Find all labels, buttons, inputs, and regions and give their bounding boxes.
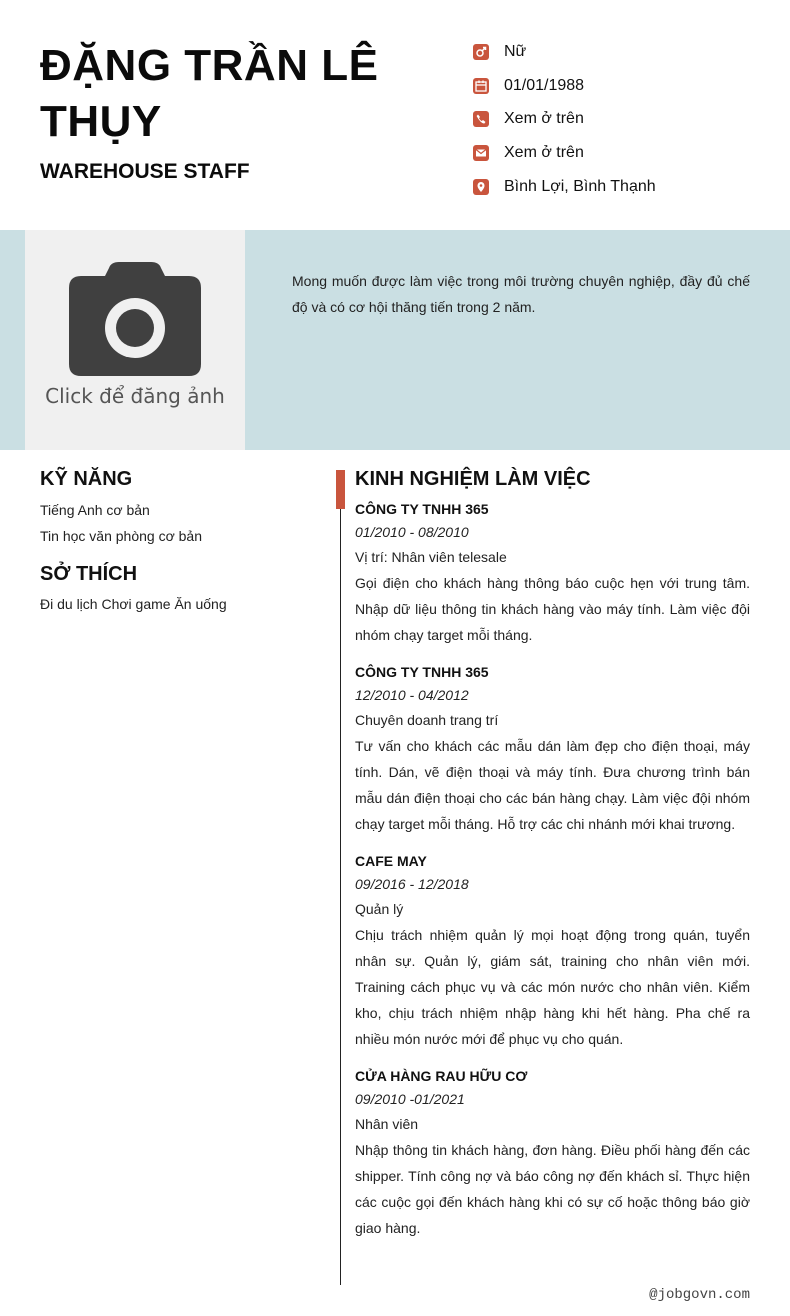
- experience-period: 01/2010 - 08/2010: [355, 524, 469, 540]
- experience-description: Chịu trách nhiệm quản lý mọi hoạt động trong quán, tuyển nhân sự. Quản lý, giám sát, training cho nhân viên mới. Training cách phục vụ và các món nước cho nhân viên. Kiểm kho, chịu trách nhiệm nhập hàng khi hết hàng. Pha chế ra nhiều món nước mới để phục vụ cho quán.: [355, 927, 750, 1047]
- camera-icon: [69, 262, 201, 376]
- contact-email-value: Xem ở trên: [504, 144, 584, 161]
- profile-band: [0, 230, 790, 450]
- phone-icon: [473, 111, 489, 127]
- location-icon: [473, 179, 489, 195]
- experience-item: [355, 498, 750, 648]
- experience-company: CÔNG TY TNHH 365: [355, 501, 489, 517]
- contact-gender: [473, 40, 526, 64]
- experience-role: Nhân viên: [355, 1116, 419, 1132]
- photo-upload-label: Click để đăng ảnh: [45, 384, 225, 408]
- experience-item: [355, 850, 750, 1052]
- experience-company: CAFE MAY: [355, 853, 427, 869]
- skills-title: KỸ NĂNG: [40, 468, 133, 490]
- photo-upload[interactable]: [25, 230, 245, 450]
- experience-role: Chuyên doanh trang trí: [355, 712, 499, 728]
- experience-period: 09/2010 -01/2021: [355, 1091, 465, 1107]
- experience-description: Nhập thông tin khách hàng, đơn hàng. Điều phối hàng đến các shipper. Tính công nợ và báo công nợ đến khách sỉ. Thực hiện các cuộc gọi đến khách hàng khi có sự cố hoặc thông báo giờ giao hàng.: [355, 1142, 750, 1236]
- experience-period: 12/2010 - 04/2012: [355, 687, 469, 703]
- left-column: [40, 468, 310, 617]
- experience-role: Vị trí: Nhân viên telesale: [355, 549, 507, 565]
- experience-company: CÔNG TY TNHH 365: [355, 664, 489, 680]
- column-divider: [340, 470, 341, 1285]
- email-icon: [473, 145, 489, 161]
- experience-period: 09/2016 - 12/2018: [355, 876, 469, 892]
- skill-item: Tin học văn phòng cơ bản: [40, 528, 202, 544]
- candidate-name: ĐẶNG TRẦN LÊ THỤY: [40, 41, 379, 146]
- career-objective: Mong muốn được làm việc trong môi trường chuyên nghiệp, đầy đủ chế độ và có cơ hội thăng tiến trong 2 năm.: [292, 273, 750, 315]
- calendar-icon: [473, 78, 489, 94]
- contact-phone-value: Xem ở trên: [504, 110, 584, 127]
- cv-header: [0, 0, 790, 230]
- experience-item: [355, 1065, 750, 1241]
- experience-description: Gọi điện cho khách hàng thông báo cuộc hẹn với trung tâm. Nhập dữ liệu thông tin khách hàng vào máy tính. Làm việc đội nhóm chạy target mỗi tháng.: [355, 575, 750, 643]
- gender-icon: [473, 44, 489, 60]
- experience-item: [355, 661, 750, 837]
- contact-phone: [473, 107, 584, 131]
- contact-address: [473, 175, 656, 199]
- experience-company: CỬA HÀNG RAU HỮU CƠ: [355, 1068, 528, 1084]
- hobbies-title: SỞ THÍCH: [40, 563, 138, 585]
- contact-email: [473, 141, 584, 165]
- experience-title: KINH NGHIỆM LÀM VIỆC: [355, 468, 591, 490]
- divider-accent: [336, 470, 345, 509]
- experience-section: [355, 468, 750, 1254]
- hobbies-text: Đi du lịch Chơi game Ăn uống: [40, 596, 227, 612]
- experience-description: Tư vấn cho khách các mẫu dán làm đẹp cho điện thoại, máy tính. Dán, vẽ điện thoại và máy tính. Đưa chương trình bán mẫu dán điện thoại cho các bán hàng chạy. Làm việc đội nhóm chạy target mỗi tháng. Hỗ trợ các chi nhánh mới khai trương.: [355, 738, 750, 832]
- contact-birthday-value: 01/01/1988: [504, 77, 585, 94]
- job-title: WAREHOUSE STAFF: [40, 160, 250, 183]
- contact-gender-value: Nữ: [504, 43, 527, 60]
- contact-address-value: Bình Lợi, Bình Thạnh: [504, 178, 656, 195]
- site-watermark: @jobgovn.com: [649, 1287, 750, 1303]
- contact-birthday: [473, 74, 584, 98]
- skill-item: Tiếng Anh cơ bản: [40, 502, 150, 518]
- experience-role: Quản lý: [355, 901, 404, 917]
